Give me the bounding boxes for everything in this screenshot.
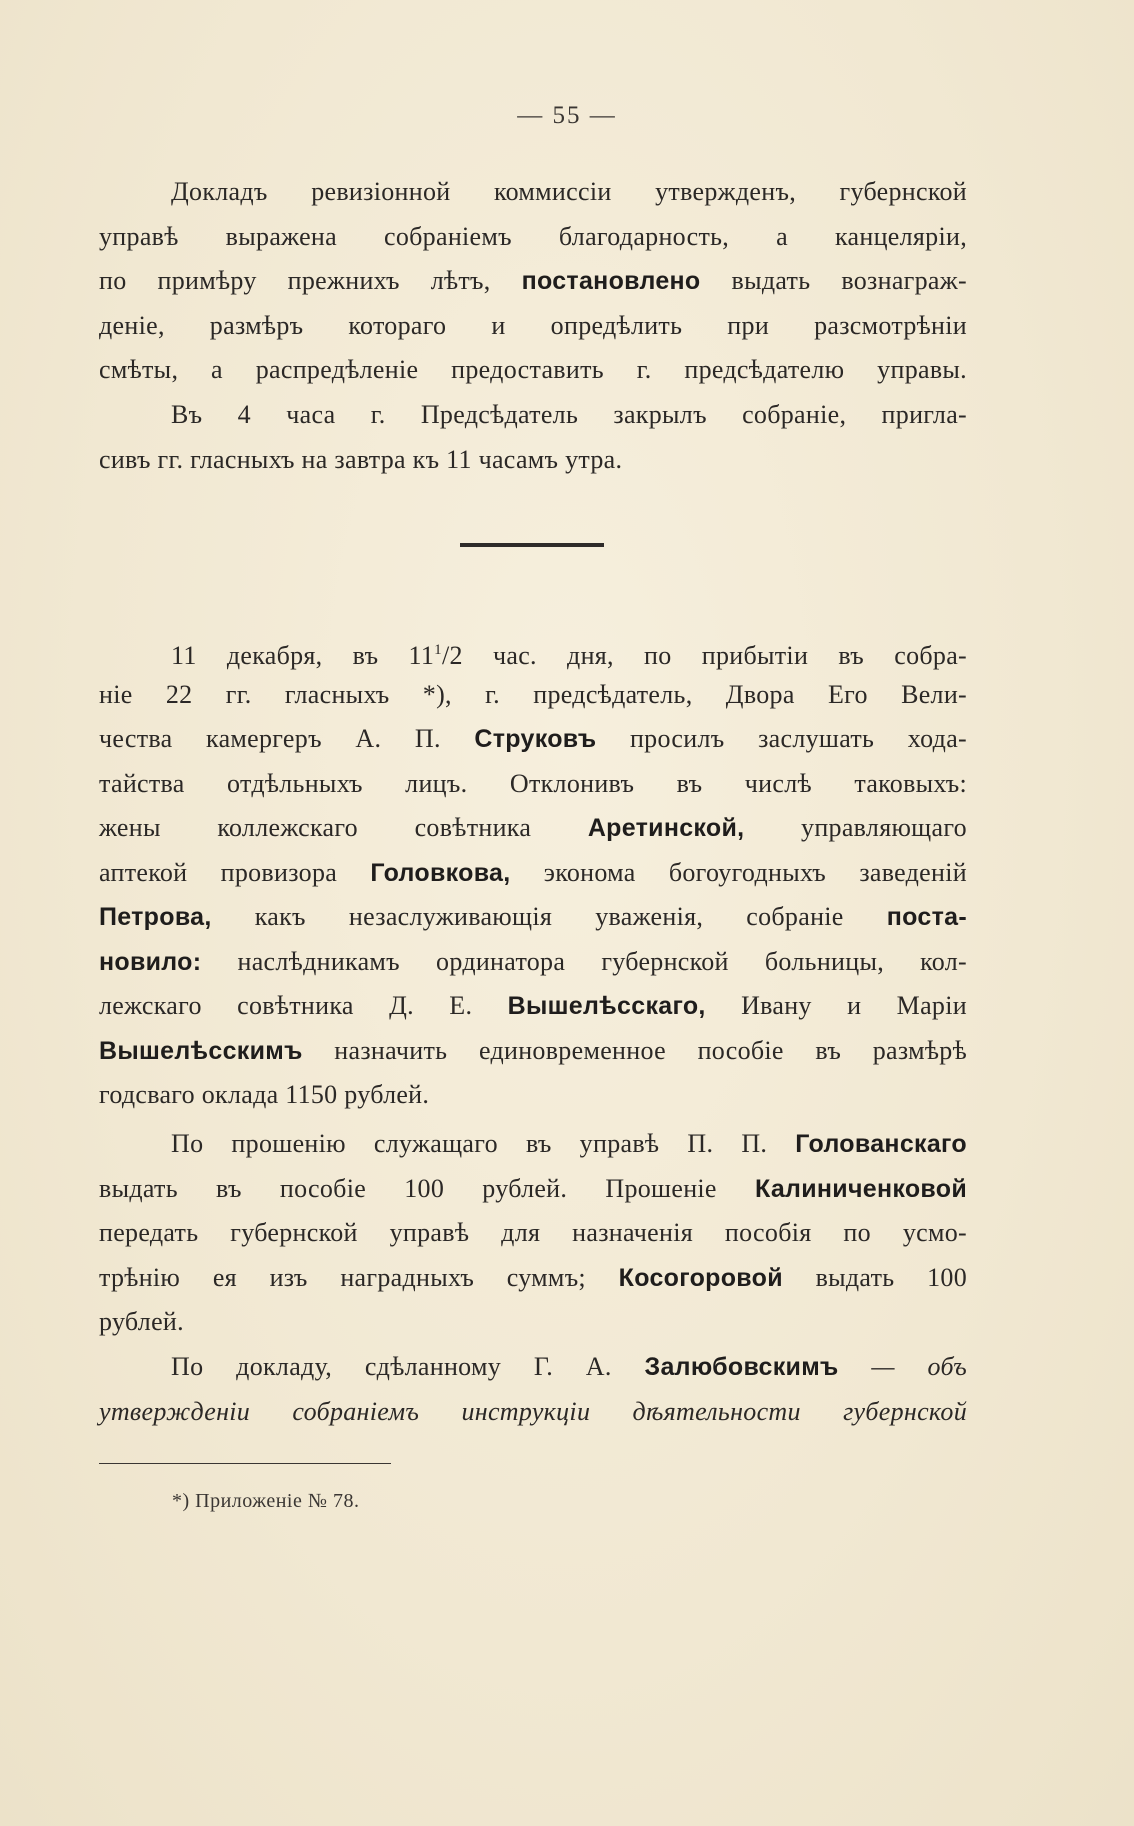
text-line <box>99 1167 967 1212</box>
page-number: — 55 — <box>517 102 617 129</box>
text-line <box>99 1122 967 1167</box>
section-divider <box>460 543 604 547</box>
bold-term: постановлено <box>521 267 701 295</box>
fraction-sup: 1 <box>434 642 442 658</box>
fraction-denom: /2 <box>441 641 463 670</box>
text-line <box>99 851 967 896</box>
footnote-rule <box>99 1463 391 1464</box>
text-span: жены коллежскаго совѣтника <box>99 813 532 842</box>
text-line <box>99 717 967 762</box>
text-span: аптекой провизора <box>99 857 338 887</box>
footnote: *) Приложеніе № 78. <box>172 1490 360 1512</box>
text-line <box>99 895 967 940</box>
text-line <box>99 1256 967 1301</box>
text-line: ніе 22 гг. гласныхъ *), г. предсѣдатель, Двора Его Вели- <box>99 679 967 709</box>
paragraph-petitions <box>99 1122 967 1345</box>
text-span: выдать въ пособіе 100 рублей. Прошеніе <box>99 1173 717 1203</box>
bold-name: Петрова, <box>99 903 212 931</box>
text-line: утвержденіи собраніемъ инструкціи дѣятельности губернской <box>99 1396 967 1426</box>
text-line <box>99 1345 967 1390</box>
text-span: наслѣдникамъ ординатора губернской больницы, кол- <box>237 946 967 976</box>
text-span: какъ незаслуживающія уваженія, собраніе <box>254 902 844 931</box>
bold-name: Струковъ <box>474 725 597 753</box>
text-span: назначить единовременное пособіе въ размѣрѣ <box>334 1035 967 1065</box>
text-line <box>99 259 967 304</box>
text-line <box>99 984 967 1029</box>
text-span: Ивану и Маріи <box>741 991 967 1020</box>
text-span: выдать вознаграж- <box>731 266 967 295</box>
italic-text: — объ <box>871 1352 967 1381</box>
bold-name: Головкова, <box>370 858 511 887</box>
text-span: час. дня, по прибытіи въ собра- <box>493 641 967 670</box>
text-span: лежскаго совѣтника Д. Е. <box>99 991 473 1020</box>
text-line <box>99 806 967 851</box>
bold-name: Косогоровой <box>618 1263 783 1292</box>
text-span: по примѣру прежнихъ лѣтъ, <box>99 266 491 295</box>
text-line: годсваго оклада 1150 рублей. <box>99 1080 430 1109</box>
text-span: управляющаго <box>801 813 967 842</box>
bold-name: Вышелѣсскаго, <box>507 992 706 1020</box>
bold-term: поста- <box>886 903 967 931</box>
text-line <box>99 628 967 673</box>
text-line <box>99 940 967 985</box>
bold-name: Калиниченковой <box>754 1174 967 1203</box>
text-line <box>99 1029 967 1074</box>
text-span: По прошенію служащаго въ управѣ П. П. <box>171 1129 768 1158</box>
text-span: 11 декабря, въ 11 <box>171 641 435 670</box>
bold-name: Залюбовскимъ <box>644 1353 839 1381</box>
text-line: управѣ выражена собраніемъ благодарность, а канцеляріи, <box>99 221 967 251</box>
text-span: просилъ заслушать хода- <box>629 724 967 753</box>
text-line: передать губернской управѣ для назначенія пособія по усмо- <box>99 1218 967 1247</box>
text-span: трѣнію ея изъ наградныхъ суммъ; <box>99 1262 586 1292</box>
text-span: выдать 100 <box>815 1262 967 1292</box>
text-line: смѣты, а распредѣленіе предоставить г. предсѣдателю управы. <box>99 355 967 384</box>
text-line: Въ 4 часа г. Предсѣдатель закрылъ собраніе, пригла- <box>171 400 967 429</box>
text-span: чества камергеръ А. П. <box>99 724 441 753</box>
text-line: деніе, размѣръ котораго и опредѣлить при разсмотрѣніи <box>99 310 967 340</box>
bold-name: Аретинской, <box>587 814 745 842</box>
text-line: тайства отдѣльныхъ лицъ. Отклонивъ въ числѣ таковыхъ: <box>99 768 967 798</box>
paragraph-closing <box>99 393 967 482</box>
bold-term: новило: <box>99 947 202 976</box>
paragraph-commission-report <box>99 170 967 393</box>
text-line: сивъ гг. гласныхъ на завтра къ 11 часамъ утра. <box>99 444 623 474</box>
bold-name: Голованскаго <box>795 1130 967 1158</box>
paragraph-december-session <box>99 628 967 1118</box>
text-line: Докладъ ревизіонной коммиссіи утвержденъ, губернской <box>171 177 967 206</box>
bold-name: Вышелѣсскимъ <box>99 1036 303 1065</box>
paragraph-report-instruction <box>99 1345 967 1434</box>
text-line: рублей. <box>99 1307 184 1336</box>
text-span: эконома богоугодныхъ заведеній <box>543 857 967 887</box>
text-span: По докладу, сдѣланному Г. А. <box>171 1352 612 1381</box>
